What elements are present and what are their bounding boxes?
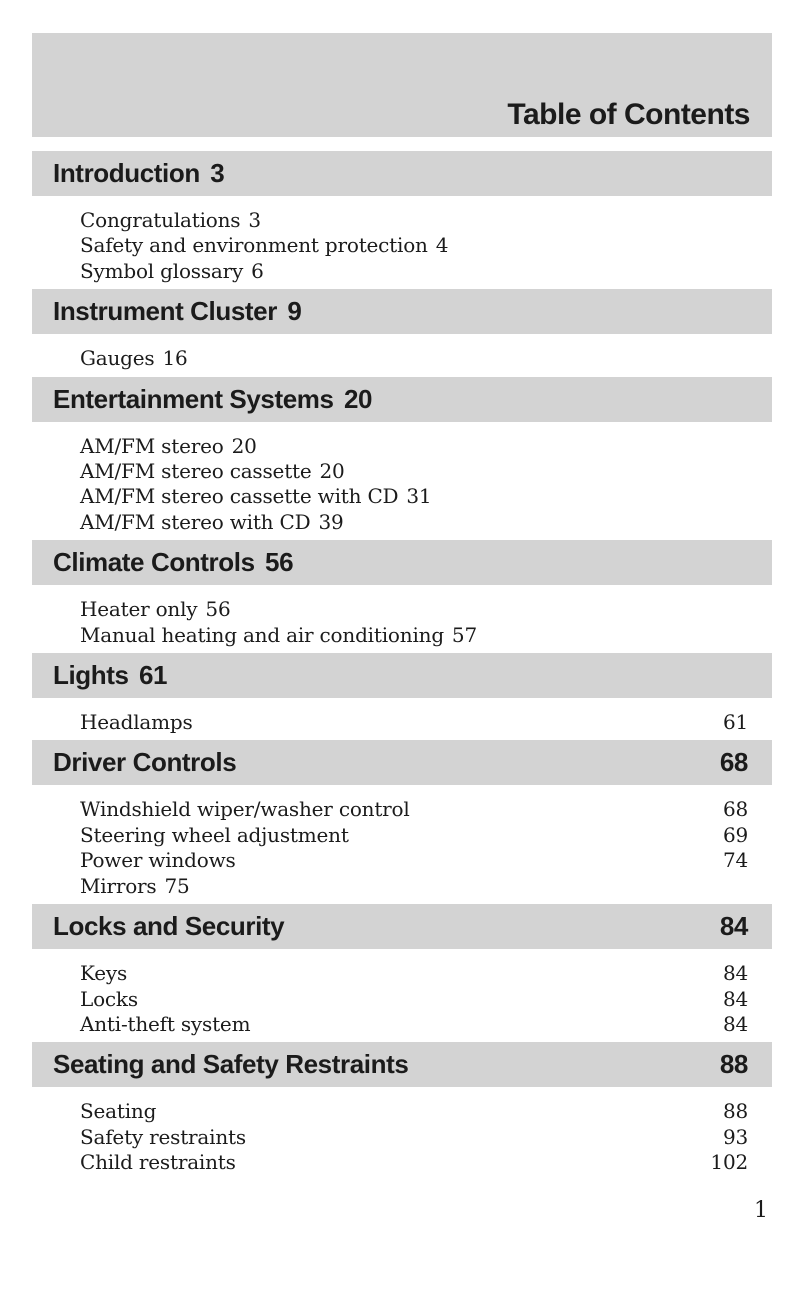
toc-entry-page-number: 74: [722, 848, 748, 873]
toc-entry-page-number: 84: [722, 961, 748, 986]
toc-entry-page-number: 20: [231, 433, 257, 458]
section-title: Driver Controls: [53, 747, 237, 778]
toc-entry: [80, 459, 748, 484]
toc-entry-label: Safety and environment protection: [80, 233, 428, 258]
toc-section: [32, 540, 772, 652]
toc-entry-page-number: 3: [248, 208, 261, 232]
toc-entry: [80, 510, 748, 535]
toc-entry-page-number: 93: [722, 1124, 748, 1149]
toc-entry-page-number: 39: [318, 509, 344, 534]
section-entry-list: [32, 196, 772, 288]
toc-section: [32, 377, 772, 540]
toc-entry: [80, 208, 748, 233]
toc-entry: [80, 346, 748, 371]
toc-entry-label: AM/FM stereo with CD: [80, 509, 311, 534]
toc-entry: [80, 623, 748, 648]
toc-section: [32, 653, 772, 739]
toc-entry-label: AM/FM stereo: [80, 433, 224, 458]
section-title: Seating and Safety Restraints: [53, 1049, 409, 1080]
section-page-number: 84: [719, 911, 748, 942]
toc-entry-label: Gauges: [80, 346, 155, 371]
toc-entry-page-number: 84: [722, 1011, 748, 1036]
toc-entry-label: Locks: [80, 986, 138, 1011]
section-header-bar: [32, 289, 772, 334]
toc-entry-label: AM/FM stereo cassette: [80, 459, 312, 484]
section-page-number: 9: [287, 296, 302, 327]
section-title: Lights: [53, 660, 129, 691]
section-header-bar: [32, 904, 772, 949]
toc-entry: [80, 797, 748, 822]
section-title: Instrument Cluster: [53, 296, 277, 327]
toc-entry-label: Seating: [80, 1099, 157, 1124]
toc-page: [0, 33, 802, 1289]
section-title: Climate Controls: [53, 547, 255, 578]
section-header-bar: [32, 740, 772, 785]
section-page-number: 61: [138, 660, 168, 691]
toc-entry-label: Congratulations: [80, 208, 241, 232]
toc-entry-label: Headlamps: [80, 710, 193, 735]
toc-entry-label: Steering wheel adjustment: [80, 822, 349, 847]
section-title: Introduction: [53, 158, 200, 188]
toc-entry: [80, 1012, 748, 1037]
toc-entry-label: Mirrors: [80, 873, 157, 898]
section-entry-list: [32, 949, 772, 1041]
toc-entry: [80, 987, 748, 1012]
section-page-number: 88: [719, 1049, 748, 1080]
toc-entry: [80, 233, 748, 258]
toc-entry-page-number: 102: [710, 1150, 748, 1175]
section-page-number: 68: [719, 747, 748, 778]
toc-entry: [80, 1150, 748, 1175]
page-title: Table of Contents: [507, 98, 750, 131]
section-header-bar: [32, 1042, 772, 1087]
toc-entry: [80, 710, 748, 735]
section-header-bar: [32, 653, 772, 698]
toc-entry: [80, 434, 748, 459]
toc-entry-label: Power windows: [80, 848, 236, 873]
toc-entry-label: Symbol glossary: [80, 258, 244, 283]
toc-entry-page-number: 88: [722, 1099, 748, 1124]
toc-entry-label: Keys: [80, 961, 128, 986]
folio-page-number: 1: [754, 1197, 768, 1223]
section-header-bar: [32, 151, 772, 196]
section-entry-list: [32, 1087, 772, 1179]
toc-entry-page-number: 75: [164, 873, 190, 898]
toc-section: [32, 289, 772, 375]
toc-entry-label: Windshield wiper/washer control: [80, 797, 410, 822]
section-page-number: 3: [210, 158, 225, 188]
toc-entry: [80, 823, 748, 848]
section-page-number: 20: [343, 383, 373, 414]
toc-section: [32, 740, 772, 903]
toc-entry: [80, 1099, 748, 1124]
toc-entry-page-number: 68: [722, 797, 748, 822]
toc-entry: [80, 961, 748, 986]
toc-entry-page-number: 4: [435, 233, 449, 258]
toc-entry-page-number: 57: [451, 622, 477, 647]
section-page-number: 56: [265, 547, 294, 578]
toc-entry-label: Anti-theft system: [80, 1011, 251, 1036]
toc-sections: [32, 151, 772, 1180]
section-entry-list: [32, 585, 772, 652]
toc-section: [32, 904, 772, 1041]
section-header-bar: [32, 377, 772, 422]
toc-entry-label: Heater only: [80, 597, 198, 622]
toc-entry-page-number: 69: [722, 822, 748, 847]
toc-entry-page-number: 61: [722, 710, 748, 735]
section-entry-list: [32, 785, 772, 903]
section-title: Locks and Security: [53, 911, 285, 942]
section-entry-list: [32, 698, 772, 739]
toc-entry: [80, 484, 748, 509]
toc-entry-label: Manual heating and air conditioning: [80, 622, 444, 647]
toc-banner: [32, 33, 772, 137]
toc-section: [32, 151, 772, 288]
section-title: Entertainment Systems: [53, 383, 334, 414]
toc-entry-page-number: 16: [162, 346, 188, 371]
toc-entry-label: Safety restraints: [80, 1124, 246, 1149]
toc-entry-page-number: 31: [406, 484, 432, 509]
toc-entry: [80, 1125, 748, 1150]
toc-section: [32, 1042, 772, 1179]
toc-entry-page-number: 56: [205, 597, 231, 622]
toc-entry: [80, 259, 748, 284]
section-entry-list: [32, 334, 772, 375]
toc-entry-page-number: 84: [722, 986, 748, 1011]
toc-entry-page-number: 6: [251, 258, 264, 283]
toc-entry-label: AM/FM stereo cassette with CD: [80, 484, 399, 509]
toc-entry-label: Child restraints: [80, 1150, 236, 1175]
toc-entry: [80, 848, 748, 873]
toc-entry-page-number: 20: [319, 459, 345, 484]
section-header-bar: [32, 540, 772, 585]
toc-entry: [80, 874, 748, 899]
toc-entry: [80, 597, 748, 622]
section-entry-list: [32, 422, 772, 540]
